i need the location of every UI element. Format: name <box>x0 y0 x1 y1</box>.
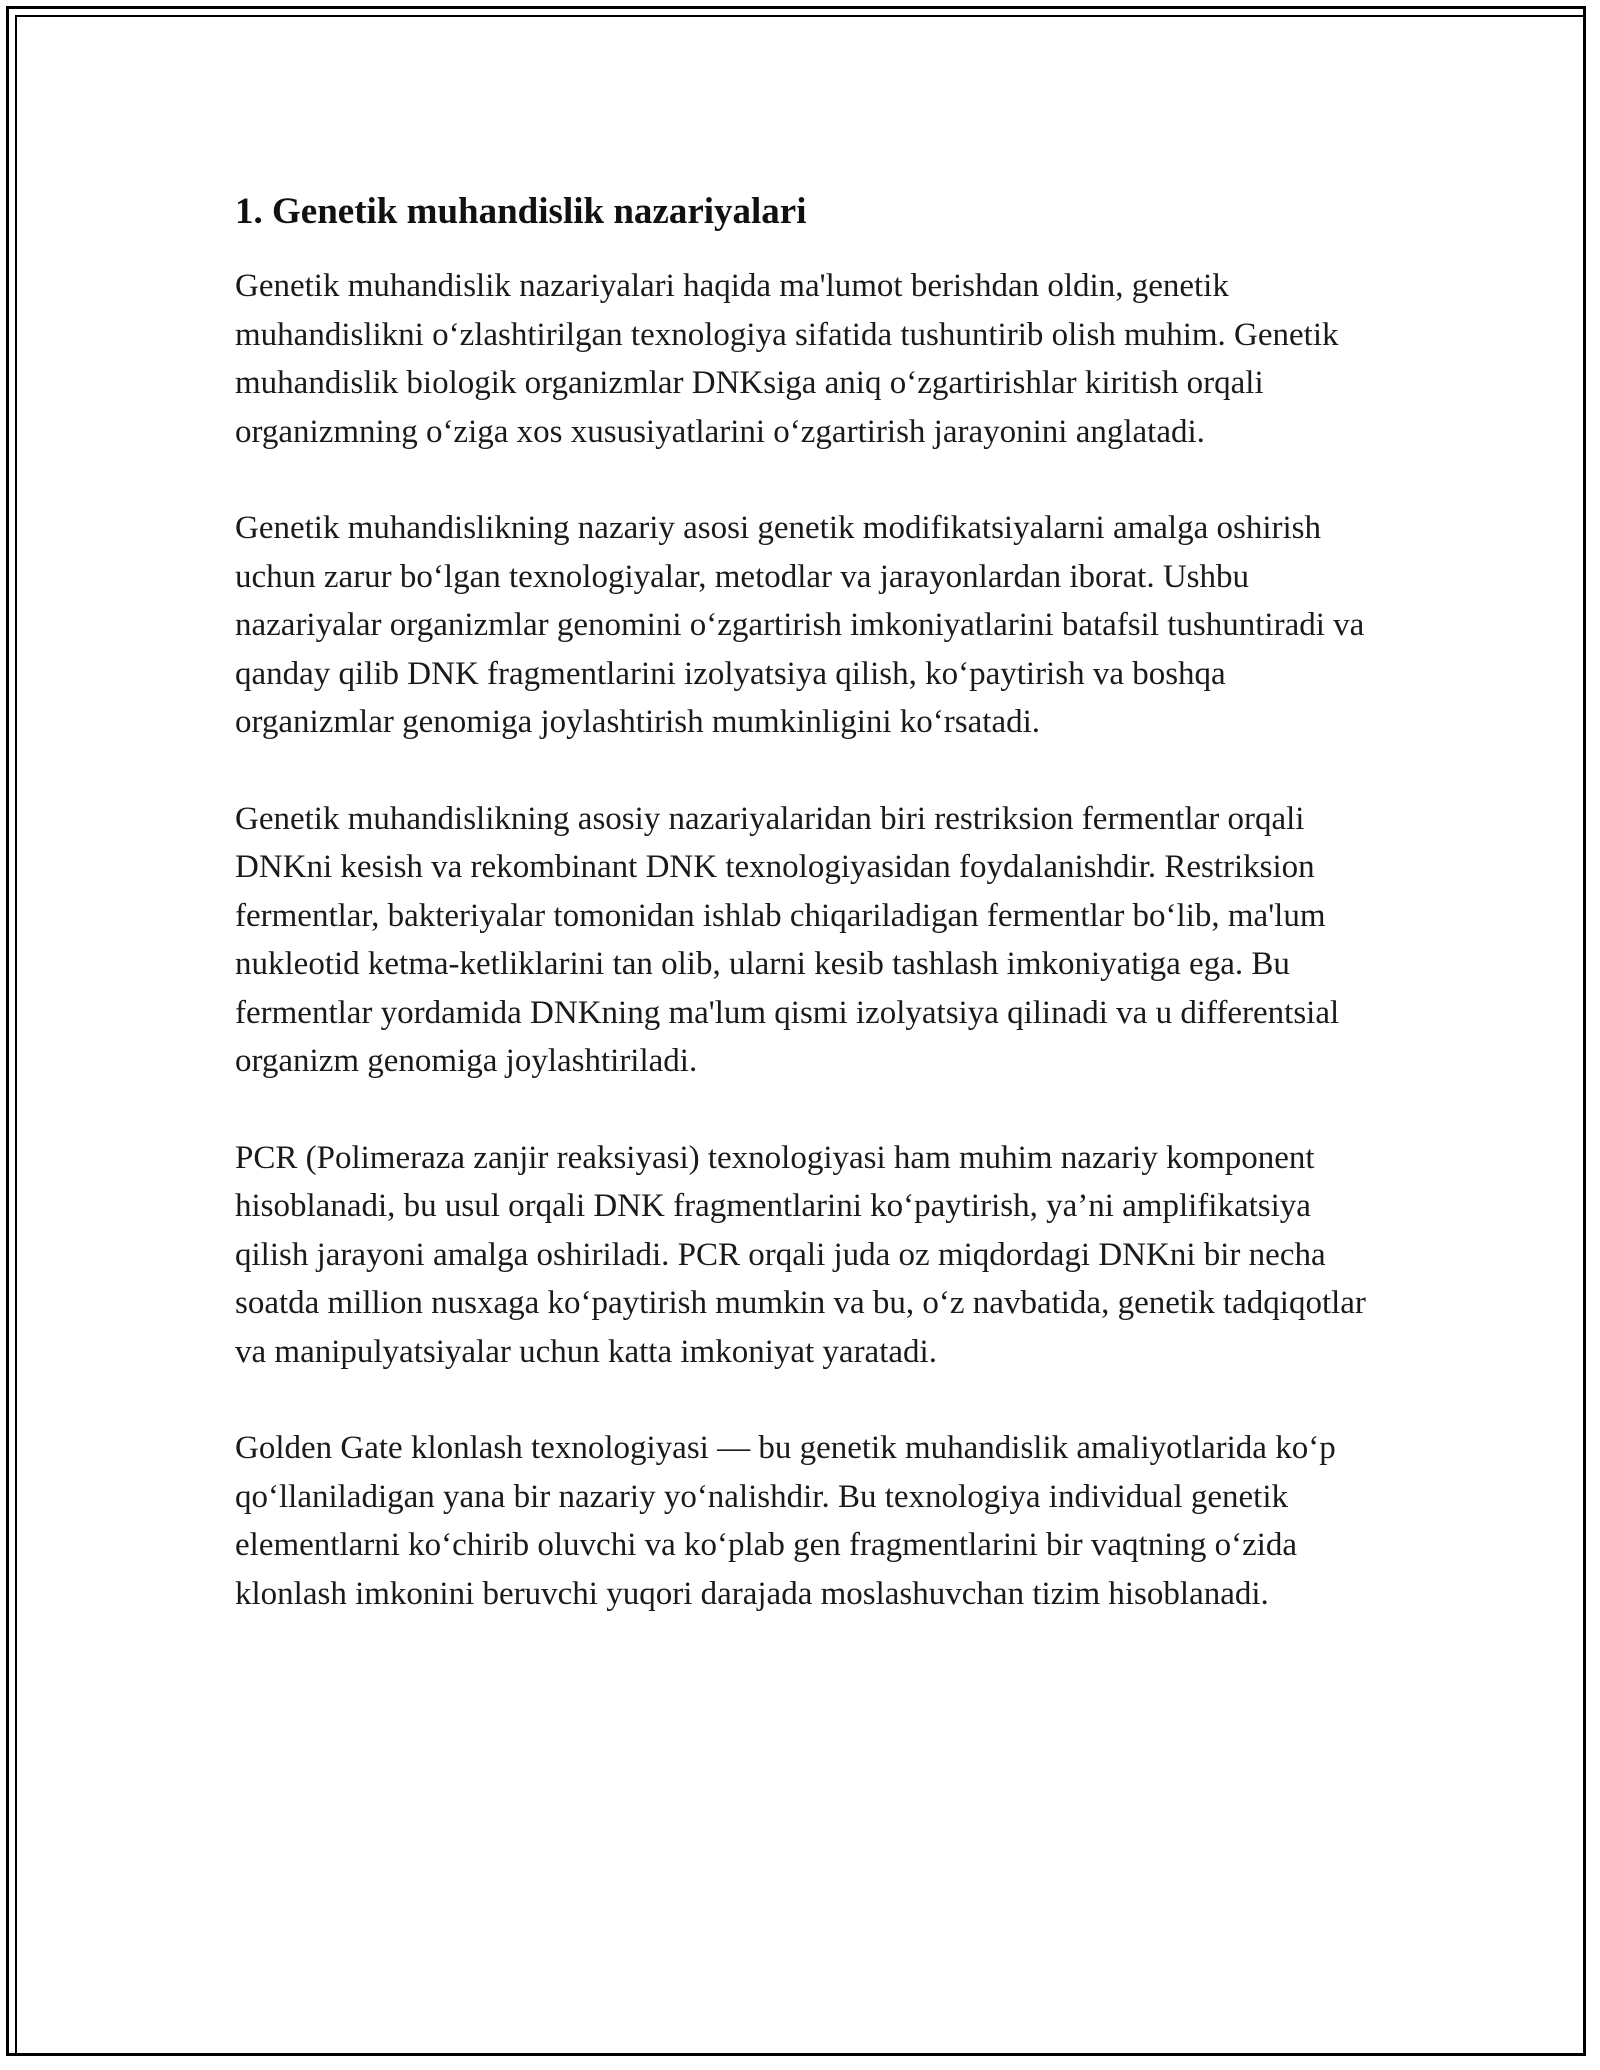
paragraph-2: Genetik muhandislikning nazariy asosi genetik modifikatsiyalarni amalga oshirish uchun zarur bo‘lgan texnologiyalar, metodlar va jarayonlardan iborat. Ushbu nazariyalar organizmlar genomini o‘zgartirish imkoniyatlarini batafsil tushuntiradi va qanday qilib DNK fragmentlarini izolyatsiya qilish, ko‘paytirish va boshqa organizmlar genomiga joylashtirish mumkinligini ko‘rsatadi. <box>235 510 1365 740</box>
paragraph-1: Genetik muhandislik nazariyalari haqida ma'lumot berishdan oldin, genetik muhandislikni o‘zlashtirilgan texnologiya sifatida tushuntirib olish muhim. Genetik muhandislik biologik organizmlar DNKsiga aniq o‘zgartirishlar kiritish orqali organizmning o‘ziga xos xususiyatlarini o‘zgartirish jarayonini anglatadi. <box>235 268 1339 450</box>
section-title: 1. Genetik muhandislik nazariyalari <box>235 191 807 232</box>
document-body <box>235 188 1370 1666</box>
paragraph-3: Genetik muhandislikning asosiy nazariyalaridan biri restriksion fermentlar orqali DNKni kesish va rekombinant DNK texnologiyasidan foydalanishdir. Restriksion fermentlar, bakteriyalar tomonidan ishlab chiqariladigan fermentlar bo‘lib, ma'lum nukleotid ketma-ketliklarini tan olib, ularni kesib tashlash imkoniyatiga ega. Bu fermentlar yordamida DNKning ma'lum qismi izolyatsiya qilinadi va u differentsial organizm genomiga joylashtiriladi. <box>235 800 1340 1079</box>
paragraph-5: Golden Gate klonlash texnologiyasi — bu genetik muhandislik amaliyotlarida ko‘p qo‘llaniladigan yana bir nazariy yo‘nalishdir. Bu texnologiya individual genetik elementlarni ko‘chirib oluvchi va ko‘plab gen fragmentlarini bir vaqtning o‘zida klonlash imkonini beruvchi yuqori darajada moslashuvchan tizim hisoblanadi. <box>235 1430 1336 1612</box>
paragraph-4: PCR (Polimeraza zanjir reaksiyasi) texnologiyasi ham muhim nazariy komponent hisoblanadi, bu usul orqali DNK fragmentlarini ko‘paytirish, ya’ni amplifikatsiya qilish jarayoni amalga oshiriladi. PCR orqali juda oz miqdordagi DNKni bir necha soatda million nusxaga ko‘paytirish mumkin va bu, o‘z navbatida, genetik tadqiqotlar va manipulyatsiyalar uchun katta imkoniyat yaratadi. <box>235 1139 1366 1370</box>
